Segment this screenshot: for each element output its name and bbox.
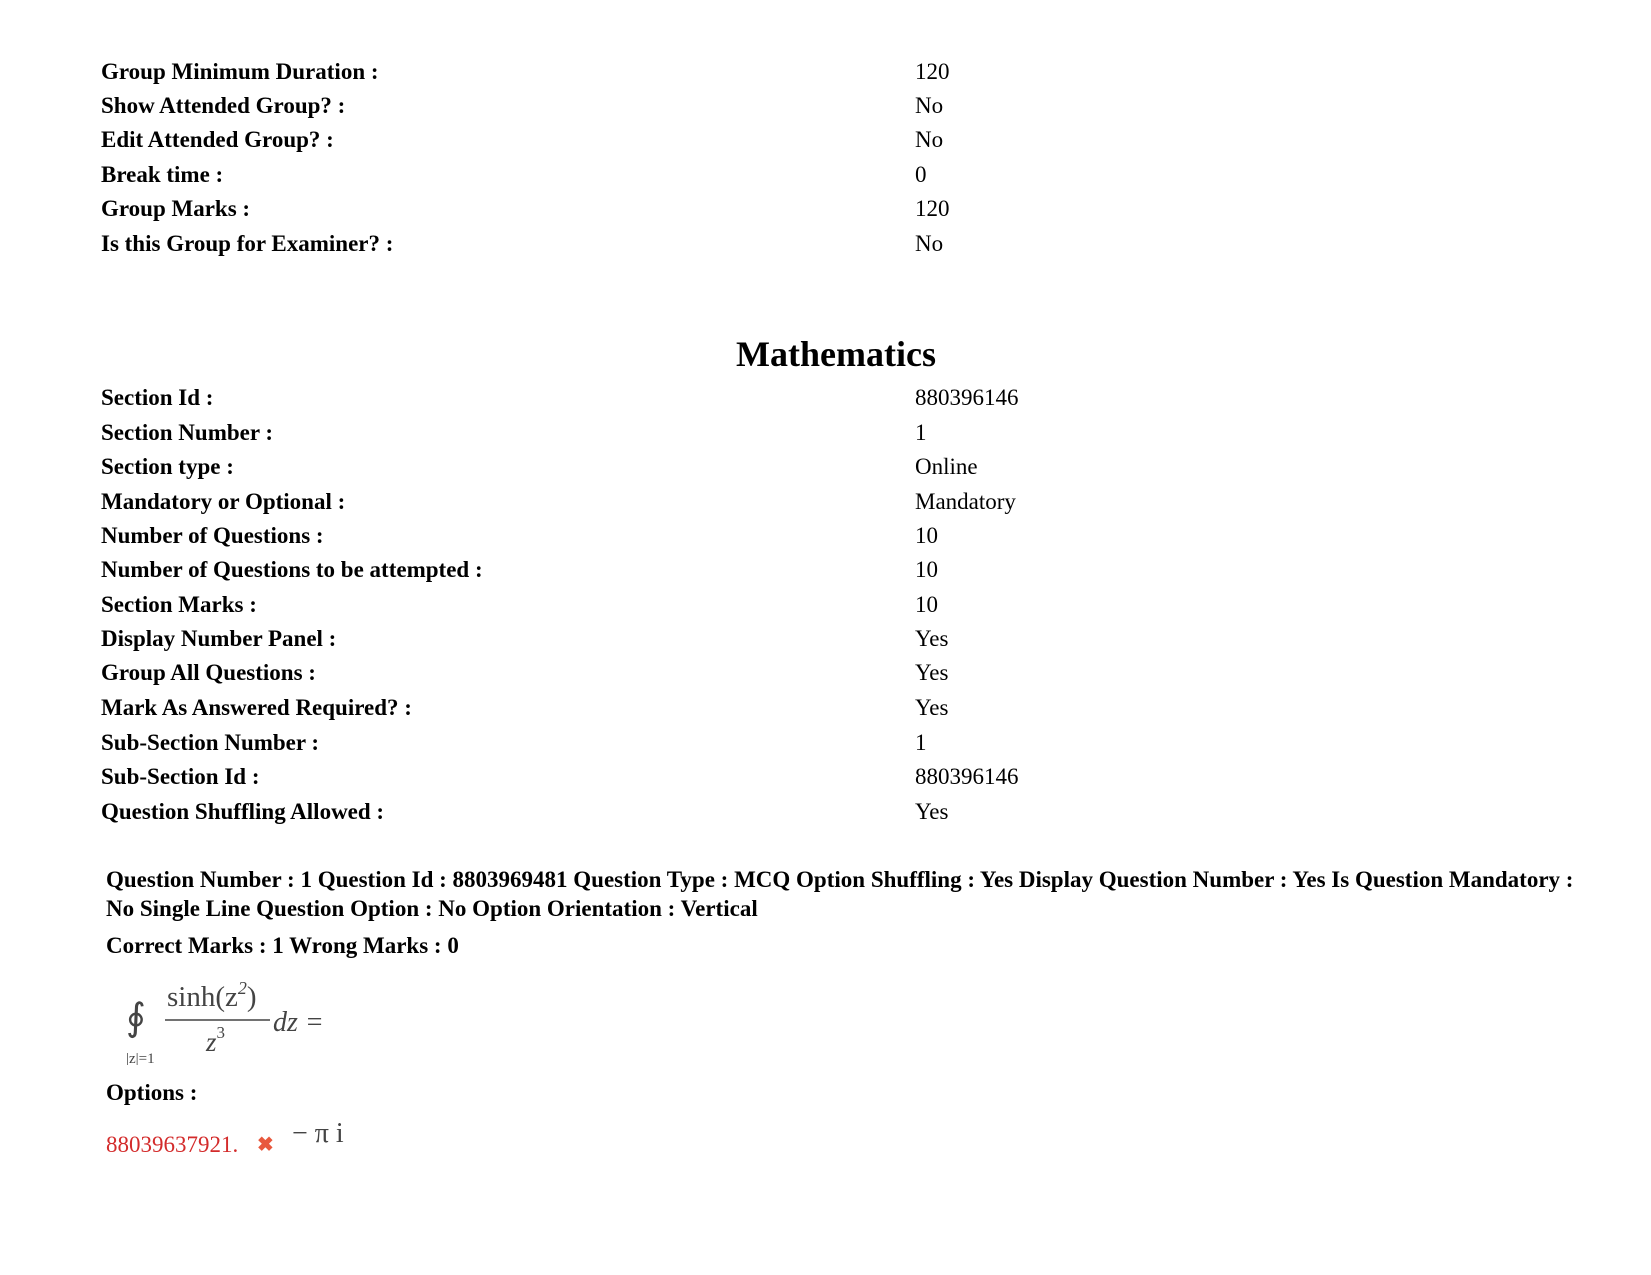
- row-value: 880396146: [915, 764, 1019, 789]
- integrand-numerator: [167, 978, 257, 1013]
- row-label: Edit Attended Group? :: [101, 127, 334, 152]
- group-row: [101, 57, 1551, 87]
- integral-symbol: ∮: [126, 995, 146, 1039]
- section-row: [101, 624, 1551, 654]
- section-row: [101, 590, 1551, 620]
- row-label: Sub-Section Number :: [101, 730, 320, 755]
- numerator-text: sinh(z: [167, 981, 238, 1013]
- denominator-text: z: [206, 1027, 217, 1057]
- option-math: − π i: [292, 1118, 344, 1149]
- row-value: 1: [915, 730, 927, 755]
- row-label: Sub-Section Id :: [101, 764, 260, 789]
- group-row: [101, 91, 1551, 121]
- option-item[interactable]: [106, 1115, 506, 1165]
- section-row: [101, 452, 1551, 482]
- row-value: 10: [915, 557, 938, 582]
- numerator-close: ): [246, 981, 257, 1013]
- row-value: No: [915, 127, 944, 152]
- row-label: Group Marks :: [101, 196, 251, 221]
- section-row: [101, 521, 1551, 551]
- row-value: Online: [915, 454, 978, 479]
- question-marks: Correct Marks : 1 Wrong Marks : 0: [106, 933, 459, 958]
- row-value: No: [915, 231, 944, 256]
- row-label: Is this Group for Examiner? :: [101, 231, 394, 256]
- row-value: No: [915, 93, 944, 118]
- row-label: Show Attended Group? :: [101, 93, 346, 118]
- group-row: [101, 125, 1551, 155]
- row-label: Group Minimum Duration :: [101, 59, 379, 84]
- question-info: Question Number : 1 Question Id : 8803969481 Question Type : MCQ Option Shuffling : Yes Display Question Number : Yes Is Question Mandatory : No Single Line Question Option : No Option Orientation : Vertical: [106, 867, 1574, 921]
- differential: dz =: [273, 1007, 324, 1038]
- row-value: Yes: [915, 660, 949, 685]
- row-value: 120: [915, 196, 950, 221]
- row-value: 120: [915, 59, 950, 84]
- row-value: Mandatory: [915, 489, 1016, 514]
- group-row: [101, 229, 1551, 259]
- section-row: [101, 658, 1551, 688]
- option-id: 88039637921.: [106, 1132, 239, 1157]
- section-row: [101, 762, 1551, 792]
- section-row: [101, 693, 1551, 723]
- row-label: Group All Questions :: [101, 660, 316, 685]
- integrand-denominator: [205, 1023, 225, 1057]
- options-label: Options :: [106, 1080, 198, 1105]
- row-value: 10: [915, 592, 938, 617]
- group-row: [101, 194, 1551, 224]
- row-value: 0: [915, 162, 927, 187]
- denominator-exponent: 3: [216, 1023, 226, 1042]
- section-row: [101, 383, 1551, 413]
- section-row: [101, 418, 1551, 448]
- row-label: Display Number Panel :: [101, 626, 337, 651]
- row-value: 880396146: [915, 385, 1019, 410]
- row-value: Yes: [915, 626, 949, 651]
- row-label: Question Shuffling Allowed :: [101, 799, 385, 824]
- row-label: Number of Questions to be attempted :: [101, 557, 483, 582]
- row-value: Yes: [915, 799, 949, 824]
- contour-label: |z|=1: [126, 1051, 155, 1065]
- row-value: Yes: [915, 695, 949, 720]
- row-label: Section Marks :: [101, 592, 257, 617]
- row-label: Mark As Answered Required? :: [101, 695, 412, 720]
- row-value: 10: [915, 523, 938, 548]
- group-row: [101, 160, 1551, 190]
- cross-icon: ✖: [257, 1134, 274, 1156]
- numerator-exponent: 2: [237, 978, 247, 998]
- section-row: [101, 728, 1551, 758]
- row-label: Section Id :: [101, 385, 214, 410]
- row-label: Mandatory or Optional :: [101, 489, 346, 514]
- row-label: Section type :: [101, 454, 234, 479]
- section-row: [101, 555, 1551, 585]
- row-value: 1: [915, 420, 927, 445]
- section-title: Mathematics: [736, 334, 936, 374]
- section-row: [101, 487, 1551, 517]
- row-label: Break time :: [101, 162, 224, 187]
- row-label: Number of Questions :: [101, 523, 324, 548]
- question-formula: [122, 975, 352, 1065]
- row-label: Section Number :: [101, 420, 274, 445]
- section-row: [101, 797, 1551, 827]
